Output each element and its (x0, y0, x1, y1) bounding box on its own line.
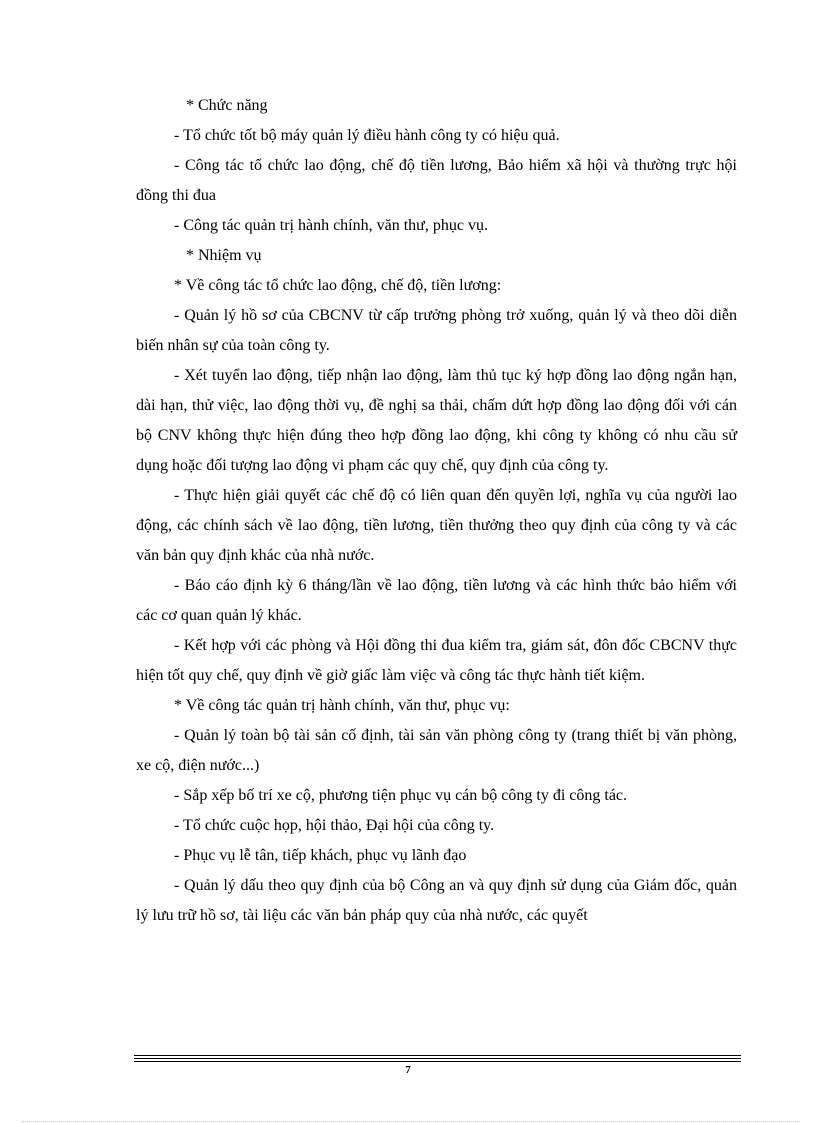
paragraph: - Kết hợp với các phòng và Hội đồng thi đua kiểm tra, giám sát, đôn đốc CBCNV thực hiện tốt quy chế, quy định về giờ giấc làm việc và công tác thực hành tiết kiệm. (136, 637, 737, 684)
paragraph: - Quản lý hồ sơ của CBCNV từ cấp trưởng phòng trở xuống, quản lý và theo dõi diễn biến nhân sự của toàn công ty. (136, 307, 737, 354)
page-bottom-edge (22, 1121, 800, 1122)
paragraph: - Công tác tổ chức lao động, chế độ tiền lương, Bảo hiểm xã hội và thường trực hội đồng thi đua (136, 157, 737, 204)
page-number: 7 (405, 1064, 411, 1076)
subheading-labor-wages: * Về công tác tổ chức lao động, chế độ, tiền lương: (174, 277, 502, 294)
paragraph: - Thực hiện giải quyết các chế độ có liên quan đến quyền lợi, nghĩa vụ của người lao động, các chính sách về lao động, tiền lương, tiền thưởng theo quy định của công ty và các văn bản quy định khác của nhà nước. (136, 487, 737, 564)
paragraph: - Quản lý toàn bộ tài sản cố định, tài sản văn phòng công ty (trang thiết bị văn phòng, xe cộ, điện nước...) (136, 727, 737, 774)
paragraph: - Phục vụ lễ tân, tiếp khách, phục vụ lãnh đạo (174, 847, 467, 864)
paragraph: - Công tác quản trị hành chính, văn thư, phục vụ. (174, 217, 488, 234)
heading-functions: * Chức năng (186, 97, 268, 114)
footer-divider (134, 1055, 741, 1056)
footer-divider (134, 1058, 741, 1059)
paragraph: - Xét tuyển lao động, tiếp nhận lao động, làm thủ tục ký hợp đồng lao động ngắn hạn, dài hạn, thử việc, lao động thời vụ, đề nghị sa thải, chấm dứt hợp đồng lao động đối với cán bộ CNV không thực hiện đúng theo hợp đồng lao động, khi công ty không có nhu cầu sử dụng hoặc đối tượng lao động vi phạm các quy chế, quy định của công ty. (136, 367, 737, 474)
paragraph: - Tổ chức cuộc họp, hội thảo, Đại hội của công ty. (174, 817, 495, 834)
body-text (136, 91, 737, 931)
paragraph: - Báo cáo định kỳ 6 tháng/lần về lao động, tiền lương và các hình thức bảo hiểm với các cơ quan quản lý khác. (136, 577, 737, 624)
paragraph: - Sắp xếp bố trí xe cộ, phương tiện phục vụ cán bộ công ty đi công tác. (174, 787, 628, 804)
subheading-administration: * Về công tác quản trị hành chính, văn thư, phục vụ: (174, 697, 510, 714)
paragraph: - Quản lý dấu theo quy định của bộ Công an và quy định sử dụng của Giám đốc, quản lý lưu trữ hồ sơ, tài liệu các văn bản pháp quy của nhà nước, các quyết (136, 877, 737, 924)
paragraph: - Tổ chức tốt bộ máy quản lý điều hành công ty có hiệu quả. (174, 127, 560, 144)
heading-duties: * Nhiệm vụ (186, 247, 262, 264)
footer-divider (134, 1061, 741, 1062)
